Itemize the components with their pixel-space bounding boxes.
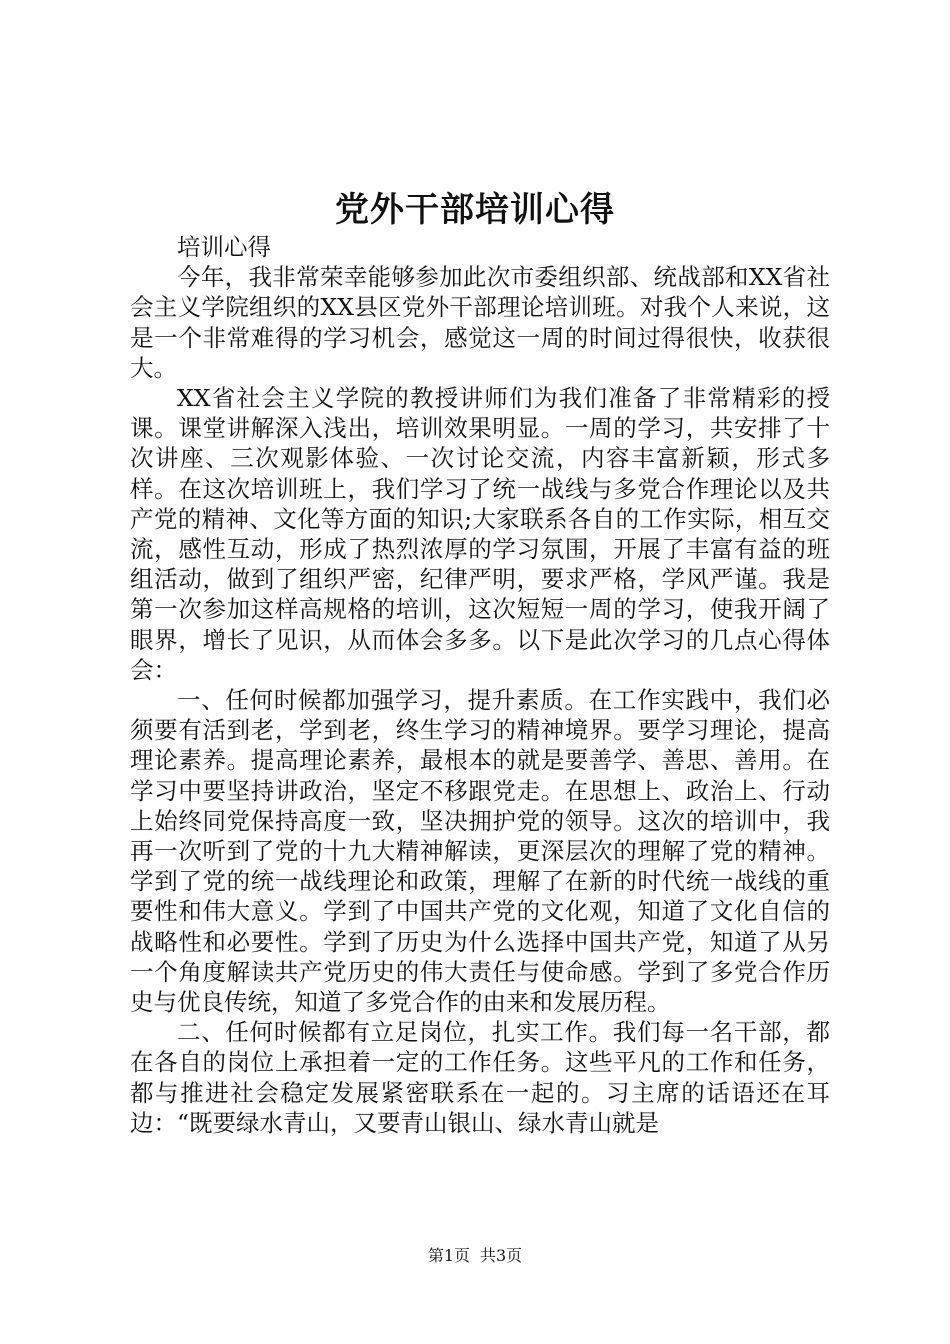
document-title: 党外干部培训心得 [335,190,615,230]
page-footer [0,1244,950,1268]
intro-paragraph: 今年，我非常荣幸能够参加此次市委组织部、统战部和XX省社会主义学院组织的XX县区党外干部理论培训班。对我个人来说，这是一个非常难得的学习机会，感觉这一周的时间过得很快，收获很大。 [130,263,830,382]
page-total: 共3页 [480,1246,523,1265]
course-paragraph: XX省社会主义学院的教授讲师们为我们准备了非常精彩的授课。课堂讲解深入浅出，培训效果明显。一周的学习，共安排了十次讲座、三次观影体验、一次讨论交流，内容丰富新颖，形式多样。在这次培训班上，我们学习了统一战线与多党合作理论以及共产党的精神、文化等方面的知识;大家联系各自的工作实际，相互交流，感性互动，形成了热烈浓厚的学习氛围，开展了丰富有益的班组活动，做到了组织严密，纪律严明，要求严格，学风严谨。我是第一次参加这样高规格的培训，这次短短一周的学习，使我开阔了眼界，增长了见识，从而体会多多。以下是此次学习的几点心得体会： [130,384,830,684]
subtitle-paragraph: 培训心得 [177,233,271,261]
document-body [130,232,830,1138]
page-number: 第1页 [427,1246,470,1265]
point-two-paragraph: 二、任何时候都有立足岗位，扎实工作。我们每一名干部，都在各自的岗位上承担着一定的工作任务。这些平凡的工作和任务，都与推进社会稳定发展紧密联系在一起的。习主席的话语还在耳边：“既要绿水青山，又要青山银山、绿水青山就是 [130,1018,830,1137]
point-one-paragraph: 一、任何时候都加强学习，提升素质。在工作实践中，我们必须要有活到老，学到老，终生学习的精神境界。要学习理论，提高理论素养。提高理论素养，最根本的就是要善学、善思、善用。在学习中要坚持讲政治，坚定不移跟党走。在思想上、政治上、行动上始终同党保持高度一致，坚决拥护党的领导。这次的培训中，我再一次听到了党的十九大精神解读，更深层次的理解了党的精神。学到了党的统一战线理论和政策，理解了在新的时代统一战线的重要性和伟大意义。学到了中国共产党的文化观，知道了文化自信的战略性和必要性。学到了历史为什么选择中国共产党，知道了从另一个角度解读共产党历史的伟大责任与使命感。学到了多党合作历史与优良传统，知道了多党合作的由来和发展历程。 [130,686,830,1017]
